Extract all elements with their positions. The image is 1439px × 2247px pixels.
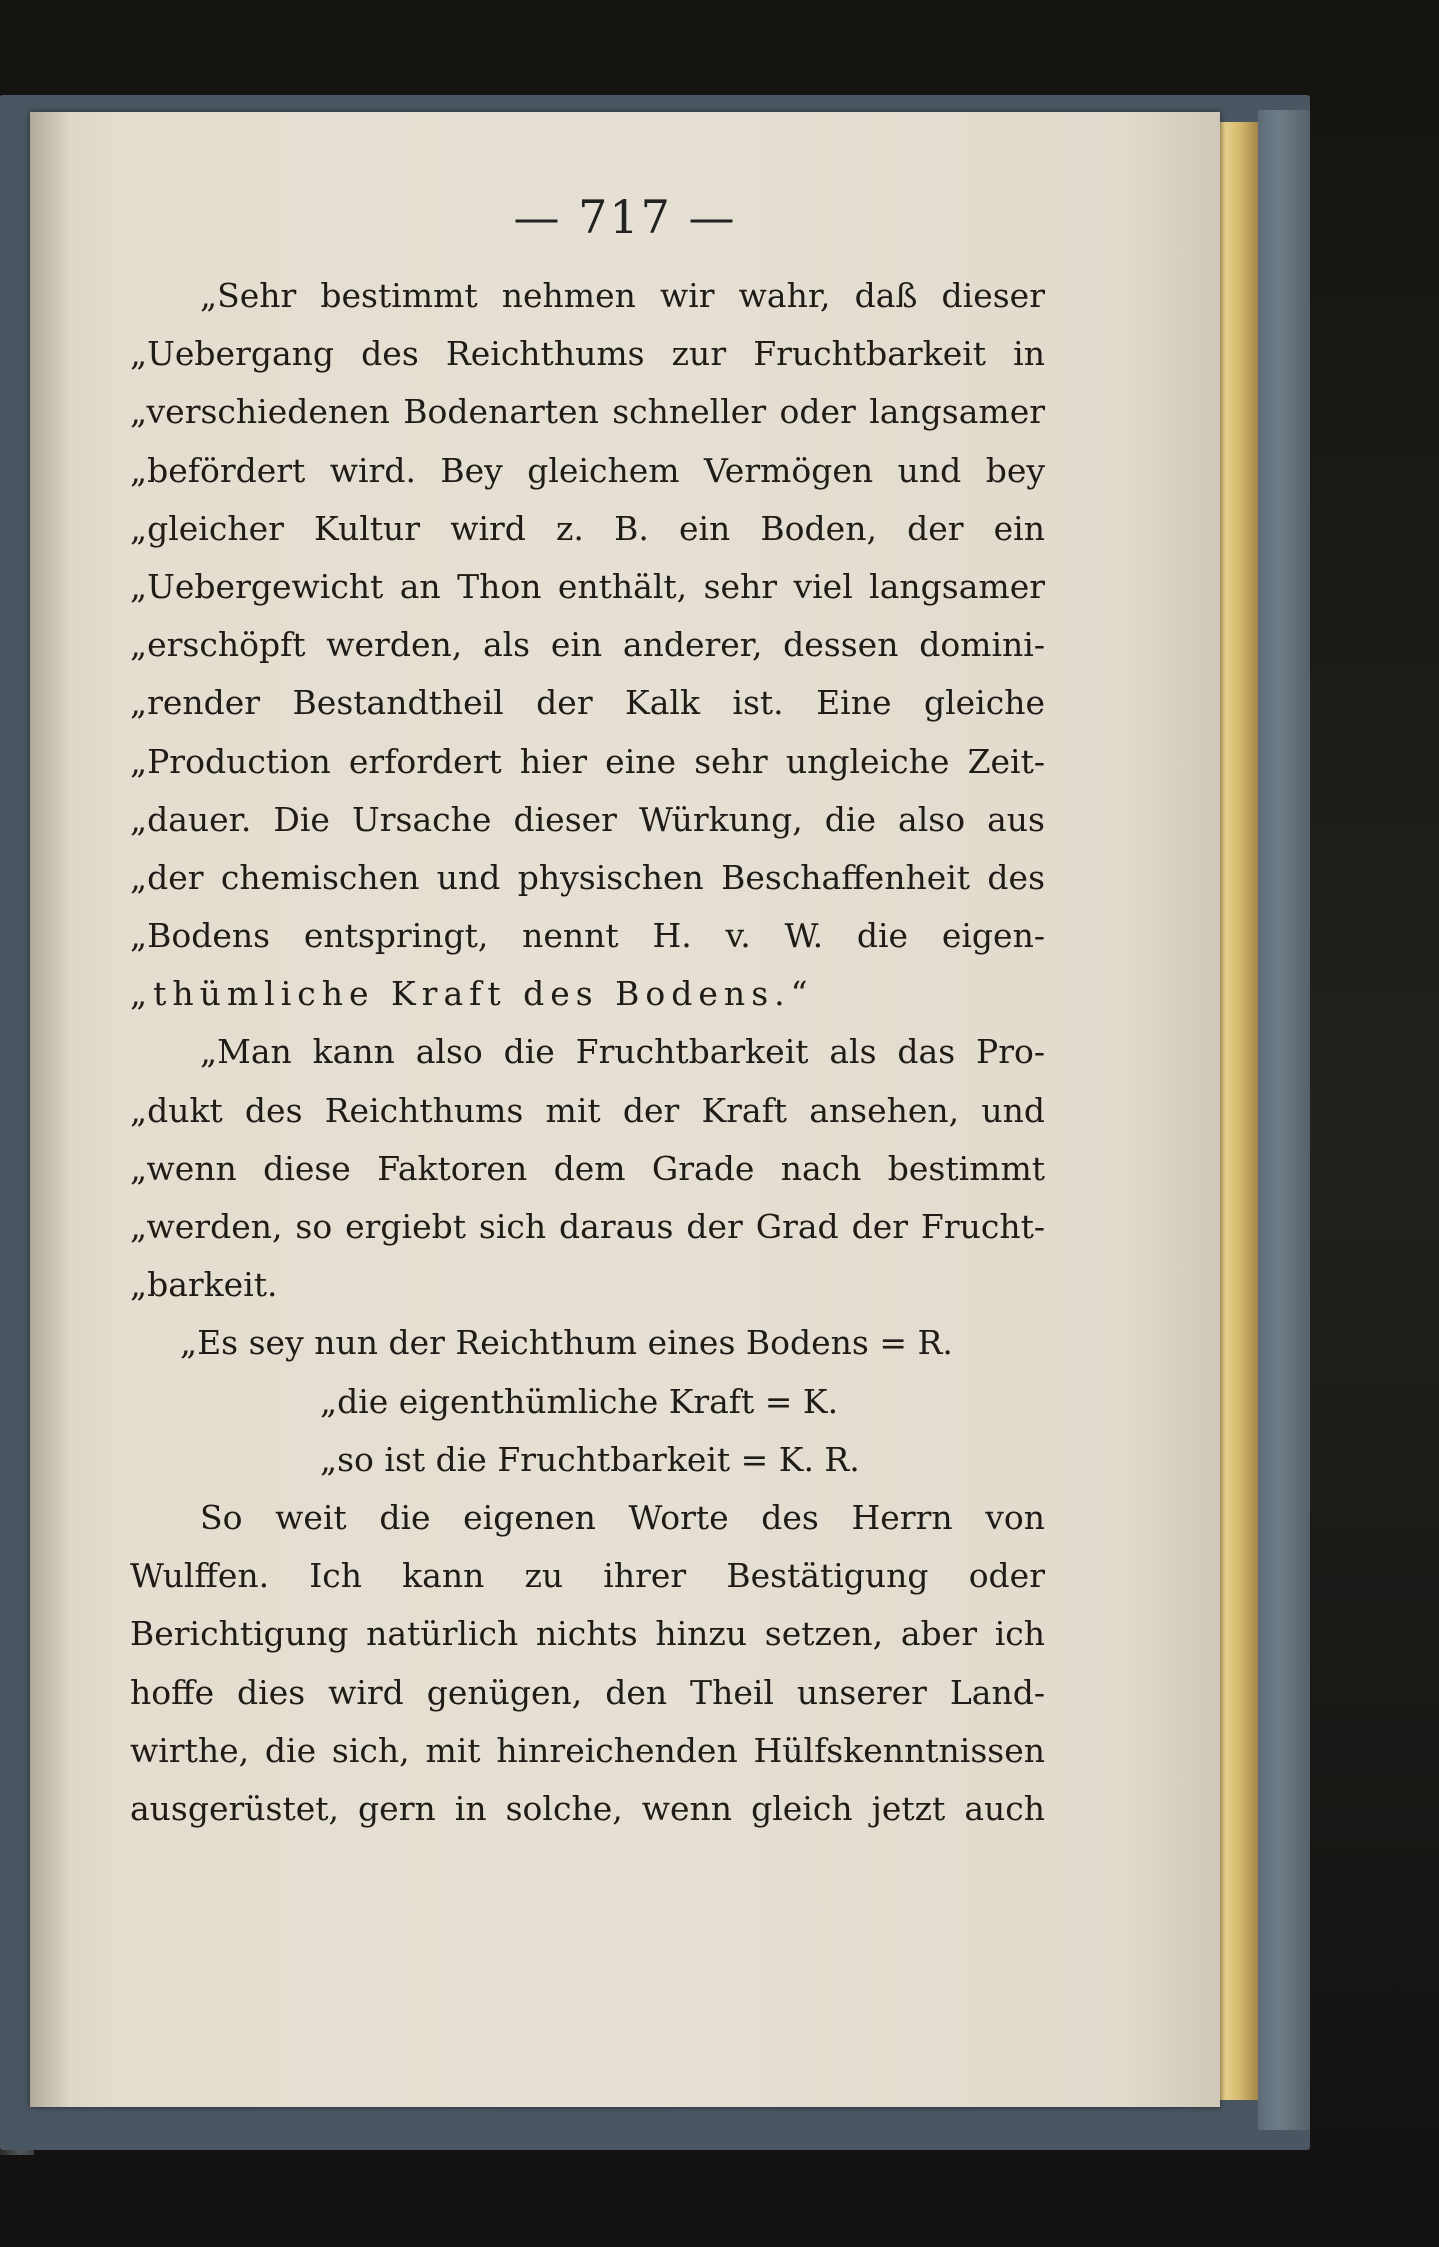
text-line: „Bodens entspringt, nennt H. v. W. die eigen-	[130, 916, 1045, 956]
spine-shadow	[30, 112, 70, 2107]
page-text	[130, 267, 1045, 1838]
text-line: hoffe dies wird genügen, den Theil unserer Land-	[130, 1672, 1045, 1712]
book-page	[30, 112, 1220, 2107]
text-line: „der chemischen und physischen Beschaffenheit des	[130, 857, 1045, 897]
text-line: „Man kann also die Fruchtbarkeit als das Pro-	[200, 1032, 1045, 1072]
text-line: „dauer. Die Ursache dieser Würkung, die also aus	[130, 799, 1045, 839]
formula-line: „so ist die Fruchtbarkeit = K. R.	[320, 1439, 860, 1479]
formula-line: „Es sey nun der Reichthum eines Bodens = R.	[180, 1323, 953, 1363]
text-line: „verschiedenen Bodenarten schneller oder langsamer	[130, 392, 1045, 432]
text-line: „thümliche Kraft des Bodens.“	[130, 974, 814, 1014]
text-line: wirthe, die sich, mit hinreichenden Hülfskenntnissen	[130, 1730, 1045, 1770]
text-line: Berichtigung natürlich nichts hinzu setzen, aber ich	[130, 1614, 1045, 1654]
text-line: „erschöpft werden, als ein anderer, dessen domini-	[130, 625, 1045, 665]
text-line: Wulffen. Ich kann zu ihrer Bestätigung oder	[130, 1556, 1045, 1596]
formula-line: „die eigenthümliche Kraft = K.	[320, 1381, 839, 1421]
page-number: — 717 —	[513, 190, 737, 244]
cover-edge	[1258, 110, 1310, 2130]
text-line: „Production erfordert hier eine sehr ungleiche Zeit-	[130, 741, 1045, 781]
text-line: „wenn diese Faktoren dem Grade nach bestimmt	[130, 1148, 1045, 1188]
text-line: „Sehr bestimmt nehmen wir wahr, daß dieser	[200, 276, 1045, 315]
text-line: „barkeit.	[130, 1265, 278, 1305]
text-line: „dukt des Reichthums mit der Kraft ansehen, und	[130, 1090, 1045, 1130]
text-line: „Uebergewicht an Thon enthält, sehr viel langsamer	[130, 566, 1045, 606]
text-line: „Uebergang des Reichthums zur Fruchtbarkeit in	[130, 334, 1045, 374]
text-line: „befördert wird. Bey gleichem Vermögen und bey	[130, 450, 1045, 490]
text-line: ausgerüstet, gern in solche, wenn gleich jetzt auch	[130, 1788, 1045, 1828]
text-line: So weit die eigenen Worte des Herrn von	[200, 1497, 1045, 1537]
text-line: „render Bestandtheil der Kalk ist. Eine gleiche	[130, 683, 1045, 723]
text-line: „gleicher Kultur wird z. B. ein Boden, der ein	[130, 508, 1045, 548]
text-line: „werden, so ergiebt sich daraus der Grad der Frucht-	[130, 1207, 1045, 1246]
